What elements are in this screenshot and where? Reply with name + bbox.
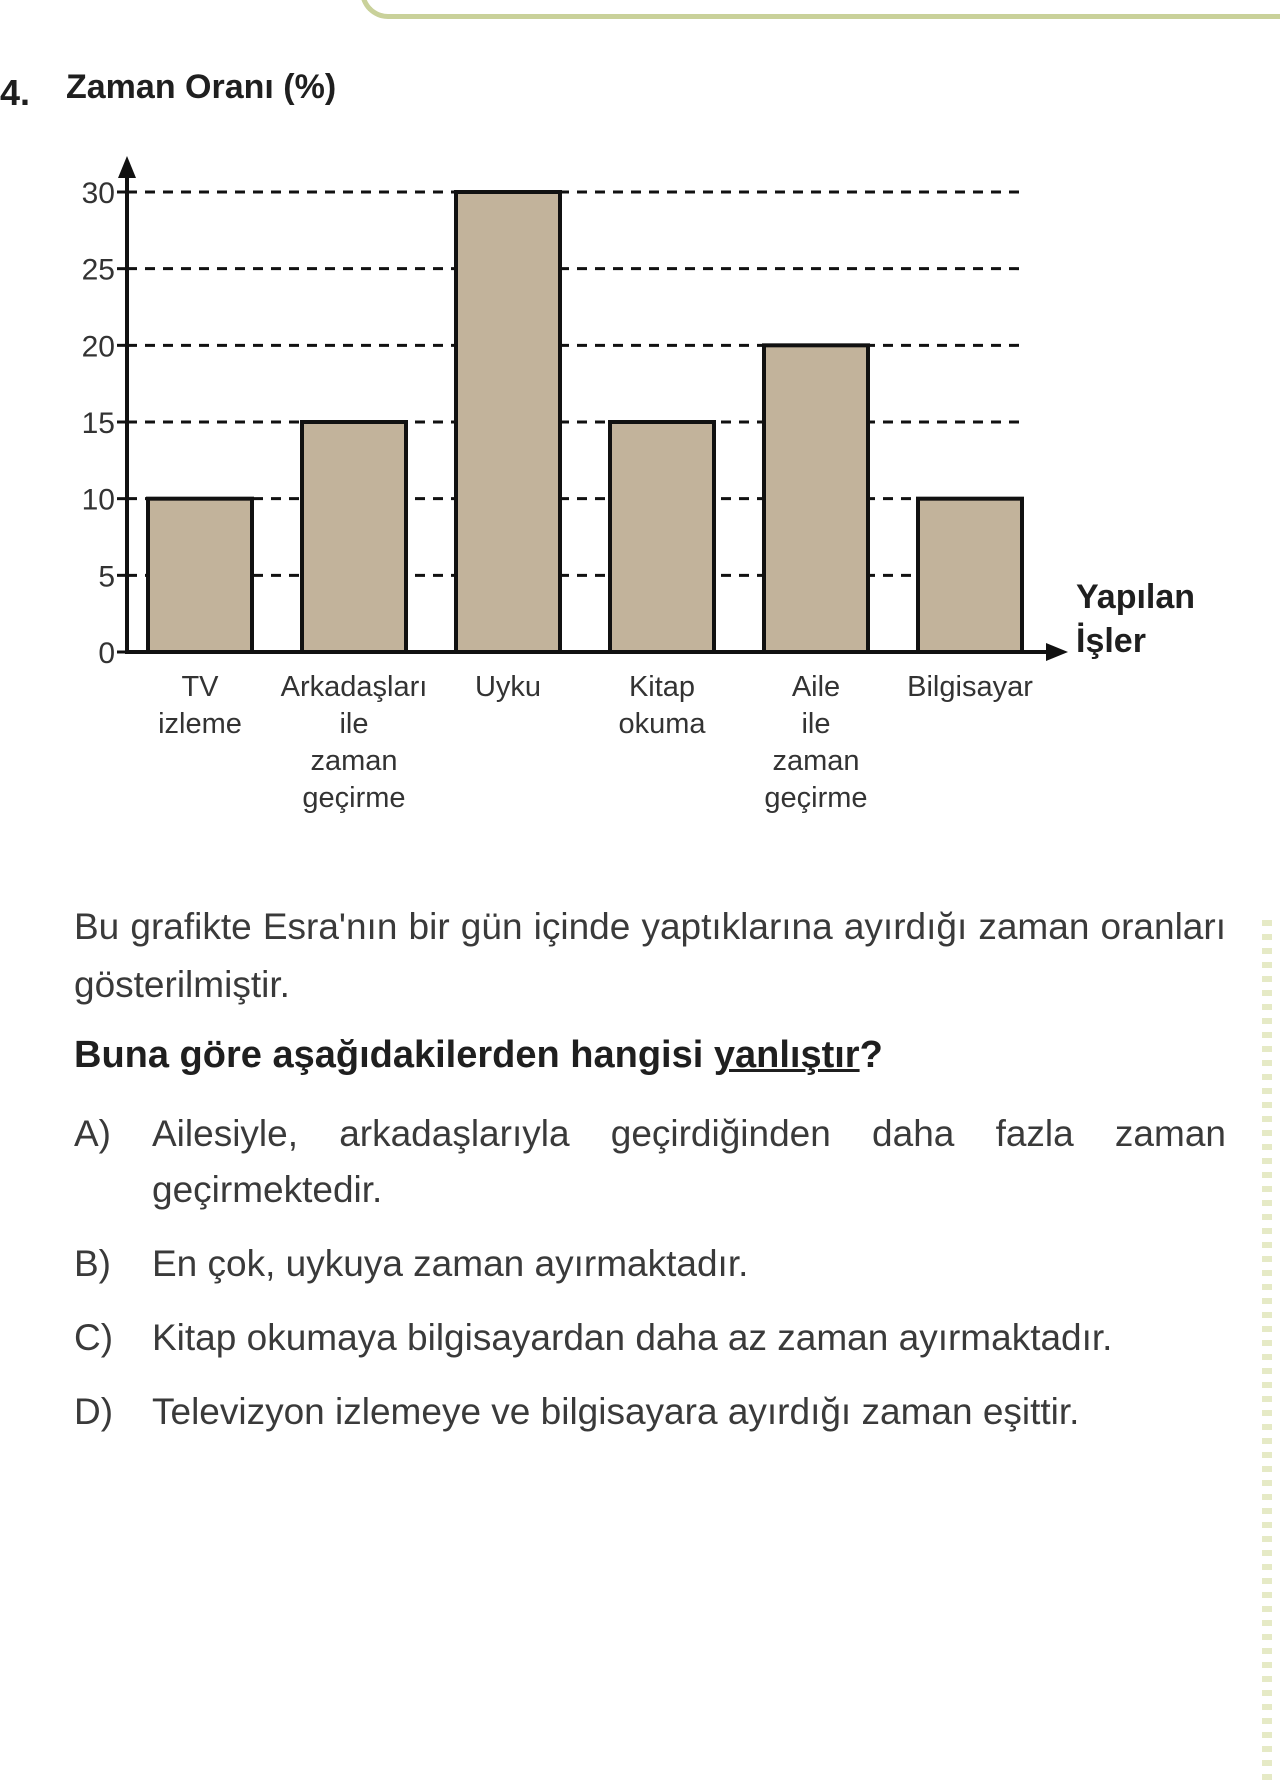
option-letter: D) <box>74 1391 114 1432</box>
category-label: Aile <box>791 671 841 703</box>
bar <box>610 422 714 652</box>
category-label: zaman <box>772 745 860 777</box>
question-ask <box>74 1028 1226 1082</box>
option-b[interactable] <box>74 1236 1226 1292</box>
bar <box>764 345 868 652</box>
y-axis-arrow-icon <box>118 156 136 178</box>
y-tick-label: 30 <box>81 177 115 210</box>
bar <box>148 499 252 652</box>
category-label: izleme <box>158 708 242 740</box>
bar <box>456 192 560 652</box>
category-label: Kitap <box>628 671 696 703</box>
answer-options <box>74 1106 1226 1440</box>
x-axis-title: Yapılan <box>1076 578 1196 616</box>
y-tick-label: 20 <box>81 330 115 364</box>
ask-underlined: yanlıştır <box>713 1034 860 1076</box>
option-text: Kitap okumaya bilgisayardan daha az zaman ayırmaktadır. <box>152 1317 1113 1358</box>
bar <box>918 499 1022 652</box>
y-tick-label: 15 <box>81 407 115 440</box>
option-c[interactable] <box>74 1310 1226 1366</box>
x-axis-arrow-icon <box>1046 643 1068 661</box>
category-label: geçirme <box>302 782 406 814</box>
ask-prefix: Buna göre aşağıdakilerden hangisi <box>74 1034 714 1076</box>
ask-suffix: ? <box>859 1034 883 1076</box>
option-letter: B) <box>74 1243 111 1284</box>
y-tick-label: 0 <box>98 637 115 670</box>
option-text: Ailesiyle, arkadaşlarıyla geçirdiğinden daha fazla zaman geçirmektedir. <box>152 1113 1226 1210</box>
option-d[interactable] <box>74 1384 1226 1440</box>
category-label: Uyku <box>474 671 542 703</box>
category-label: ile <box>339 708 369 740</box>
y-tick-label: 25 <box>81 253 115 287</box>
category-label: Arkadaşları <box>280 671 428 703</box>
page-top-border <box>360 0 1280 19</box>
option-text: Televizyon izlemeye ve bilgisayara ayırdığı zaman eşittir. <box>152 1391 1080 1432</box>
category-label: zaman <box>310 745 398 777</box>
y-axis-title: Zaman Oranı (%) <box>66 68 337 106</box>
bar-chart <box>0 60 1280 840</box>
category-label: ile <box>801 708 831 740</box>
page-side-strip <box>1262 920 1272 1782</box>
x-axis-title: İşler <box>1076 622 1146 660</box>
bar <box>302 422 406 652</box>
question-stem: Bu grafikte Esra'nın bir gün içinde yaptıklarına ayırdığı zaman oranları gösterilmiştir. <box>74 906 1226 1005</box>
question-block <box>74 898 1226 1458</box>
option-letter: A) <box>74 1113 111 1154</box>
category-label: TV <box>181 671 219 703</box>
option-a[interactable] <box>74 1106 1226 1218</box>
y-tick-label: 5 <box>98 560 115 594</box>
option-text: En çok, uykuya zaman ayırmaktadır. <box>152 1243 749 1284</box>
question-number: 4. <box>0 72 31 113</box>
category-label: Bilgisayar <box>907 671 1033 703</box>
category-label: okuma <box>618 708 706 740</box>
category-label: geçirme <box>764 782 868 814</box>
option-letter: C) <box>74 1317 114 1358</box>
y-tick-label: 10 <box>81 483 115 517</box>
